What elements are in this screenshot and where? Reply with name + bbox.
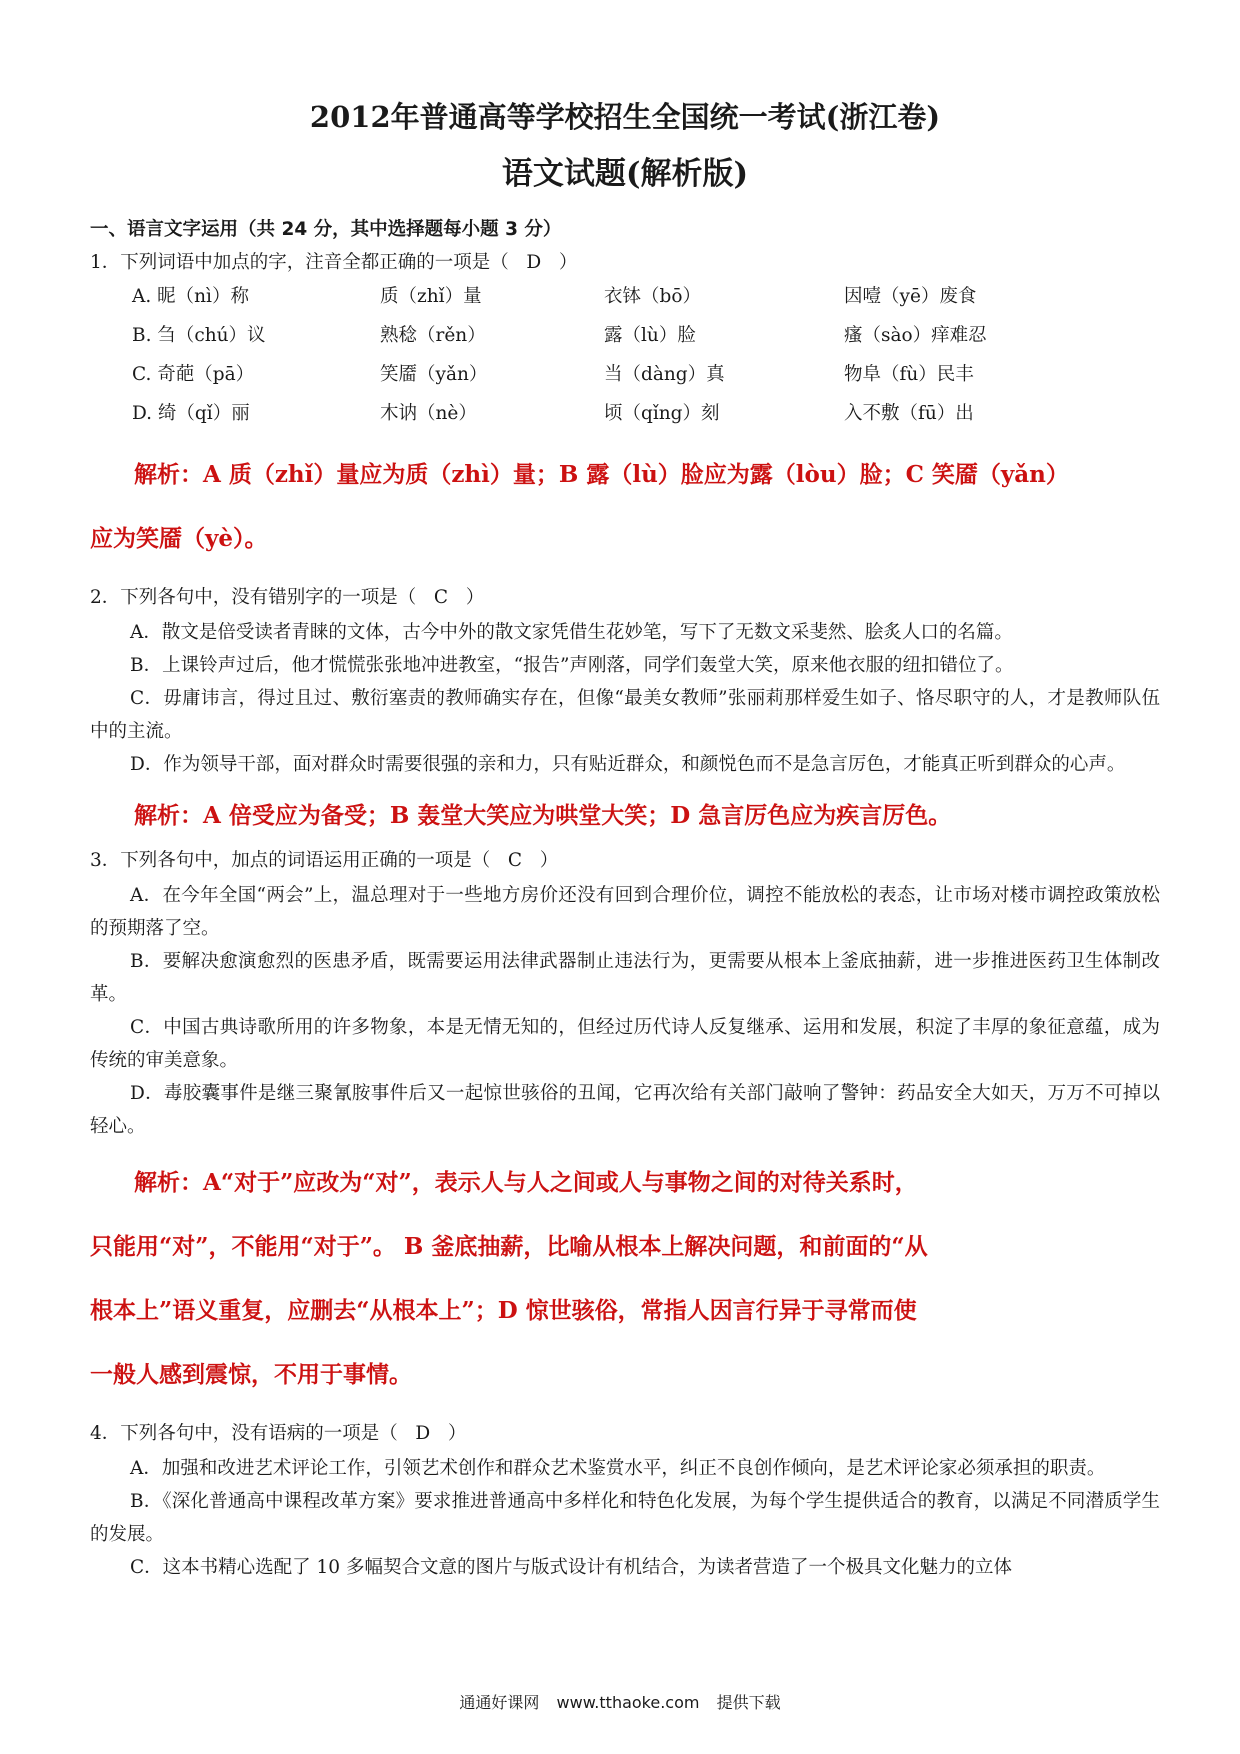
q3-answer-analysis xyxy=(90,1151,1160,1407)
q2-option-d: D．作为领导干部，面对群众时需要很强的亲和力，只有贴近群众，和颜悦色而不是急言厉色，才能真正听到群众的心声。 xyxy=(130,754,1126,775)
section-heading: 一、语言文字运用（共 24 分，其中选择题每小题 3 分） xyxy=(90,219,562,240)
question-stem: 2．下列各句中，没有错别字的一项是（ C ） xyxy=(90,587,485,608)
question-4 xyxy=(90,1419,1160,1584)
answer-line: 根本上”语义重复，应删去“从根本上”；D 惊世骇俗，常指人因言行异于寻常而使 xyxy=(90,1297,917,1324)
question-3 xyxy=(90,846,1160,1407)
q2-option-a: A．散文是倍受读者青睐的文体，古今中外的散文家凭借生花妙笔，写下了无数文采斐然、脍炙人口的名篇。 xyxy=(130,622,1013,643)
footer-site-name: 通通好课网 xyxy=(459,1693,540,1712)
q1-option: 衣钵（bō） xyxy=(604,286,701,307)
q2-answer-analysis: 解析：A 倍受应为备受；B 轰堂大笑应为哄堂大笑；D 急言厉色应为疾言厉色。 xyxy=(134,802,952,829)
q3-option-a: A．在今年全国“两会”上，温总理对于一些地方房价还没有回到合理价位，调控不能放松的表态，让市场对楼市调控政策放松的预期落了空。 xyxy=(90,885,1160,939)
q1-option: 顷（qǐng）刻 xyxy=(604,403,720,424)
answer-line: 应为笑靥（yè）。 xyxy=(90,525,268,552)
question-stem: 4．下列各句中，没有语病的一项是（ D ） xyxy=(90,1423,467,1444)
q1-option: 物阜（fù）民丰 xyxy=(844,364,974,385)
q1-option: 瘙（sào）痒难忍 xyxy=(844,325,987,346)
answer-line: 只能用“对”，不能用“对于”。 B 釜底抽薪，比喻从根本上解决问题，和前面的“从 xyxy=(90,1233,928,1260)
q1-option: 熟稔（rěn） xyxy=(380,325,486,346)
q4-option-a: A．加强和改进艺术评论工作，引领艺术创作和群众艺术鉴赏水平，纠正不良创作倾向，是艺术评论家必须承担的职责。 xyxy=(130,1458,1106,1479)
answer-line: 一般人感到震惊，不用于事情。 xyxy=(90,1361,412,1388)
footer-url-link[interactable]: www.tthaoke.com xyxy=(556,1693,700,1712)
q1-option: D. 绮（qǐ）丽 xyxy=(132,403,250,424)
q1-option: 入不敷（fū）出 xyxy=(844,403,974,424)
q1-option: 质（zhǐ）量 xyxy=(380,286,482,307)
question-stem: 1．下列词语中加点的字，注音全都正确的一项是（ D ） xyxy=(90,252,578,273)
footer-suffix: 提供下载 xyxy=(716,1693,781,1712)
q1-option: A. 昵（nì）称 xyxy=(132,286,249,307)
exam-title: 2012年普通高等学校招生全国统一考试(浙江卷) xyxy=(309,100,941,134)
q3-option-c: C．中国古典诗歌所用的许多物象，本是无情无知的，但经过历代诗人反复继承、运用和发展，积淀了丰厚的象征意蕴，成为传统的审美意象。 xyxy=(90,1017,1160,1071)
q1-option: B. 刍（chú）议 xyxy=(132,325,266,346)
q1-option: 笑靥（yǎn） xyxy=(380,364,488,385)
q1-options-grid xyxy=(90,282,1160,425)
page-footer xyxy=(0,1690,1240,1713)
answer-line: 解析：A“对于”应改为“对”，表示人与人之间或人与事物之间的对待关系时， xyxy=(134,1169,918,1196)
question-2 xyxy=(90,583,1160,830)
q2-option-c: C．毋庸讳言，得过且过、敷衍塞责的教师确实存在，但像“最美女教师”张丽莉那样爱生如子、恪尽职守的人，才是教师队伍中的主流。 xyxy=(90,688,1160,742)
q4-option-c: C．这本书精心选配了 10 多幅契合文意的图片与版式设计有机结合，为读者营造了一个极具文化魅力的立体 xyxy=(130,1557,1012,1578)
q1-option: 木讷（nè） xyxy=(380,403,477,424)
answer-line: 解析：A 质（zhǐ）量应为质（zhì）量；B 露（lù）脸应为露（lòu）脸；C 笑靥（yǎn） xyxy=(134,461,1069,488)
exam-subtitle: 语文试题(解析版) xyxy=(501,156,749,192)
q4-option-b: B．《深化普通高中课程改革方案》要求推进普通高中多样化和特色化发展，为每个学生提供适合的教育，以满足不同潜质学生的发展。 xyxy=(90,1491,1160,1545)
q1-option: 露（lù）脸 xyxy=(604,325,696,346)
q1-option: 当（dàng）真 xyxy=(604,364,725,385)
q3-option-b: B．要解决愈演愈烈的医患矛盾，既需要运用法律武器制止违法行为，更需要从根本上釜底抽薪，进一步推进医药卫生体制改革。 xyxy=(90,951,1160,1005)
q1-option: C. 奇葩（pā） xyxy=(132,364,255,385)
question-1 xyxy=(90,248,1160,571)
question-stem: 3．下列各句中，加点的词语运用正确的一项是（ C ） xyxy=(90,850,559,871)
q1-answer-analysis xyxy=(90,443,1160,571)
q3-option-d: D．毒胶囊事件是继三聚氰胺事件后又一起惊世骇俗的丑闻，它再次给有关部门敲响了警钟：药品安全大如天，万万不可掉以轻心。 xyxy=(90,1083,1160,1137)
q2-option-b: B．上课铃声过后，他才慌慌张张地冲进教室，“报告”声刚落，同学们轰堂大笑，原来他衣服的纽扣错位了。 xyxy=(130,655,1014,676)
q1-option: 因噎（yē）废食 xyxy=(844,286,977,307)
